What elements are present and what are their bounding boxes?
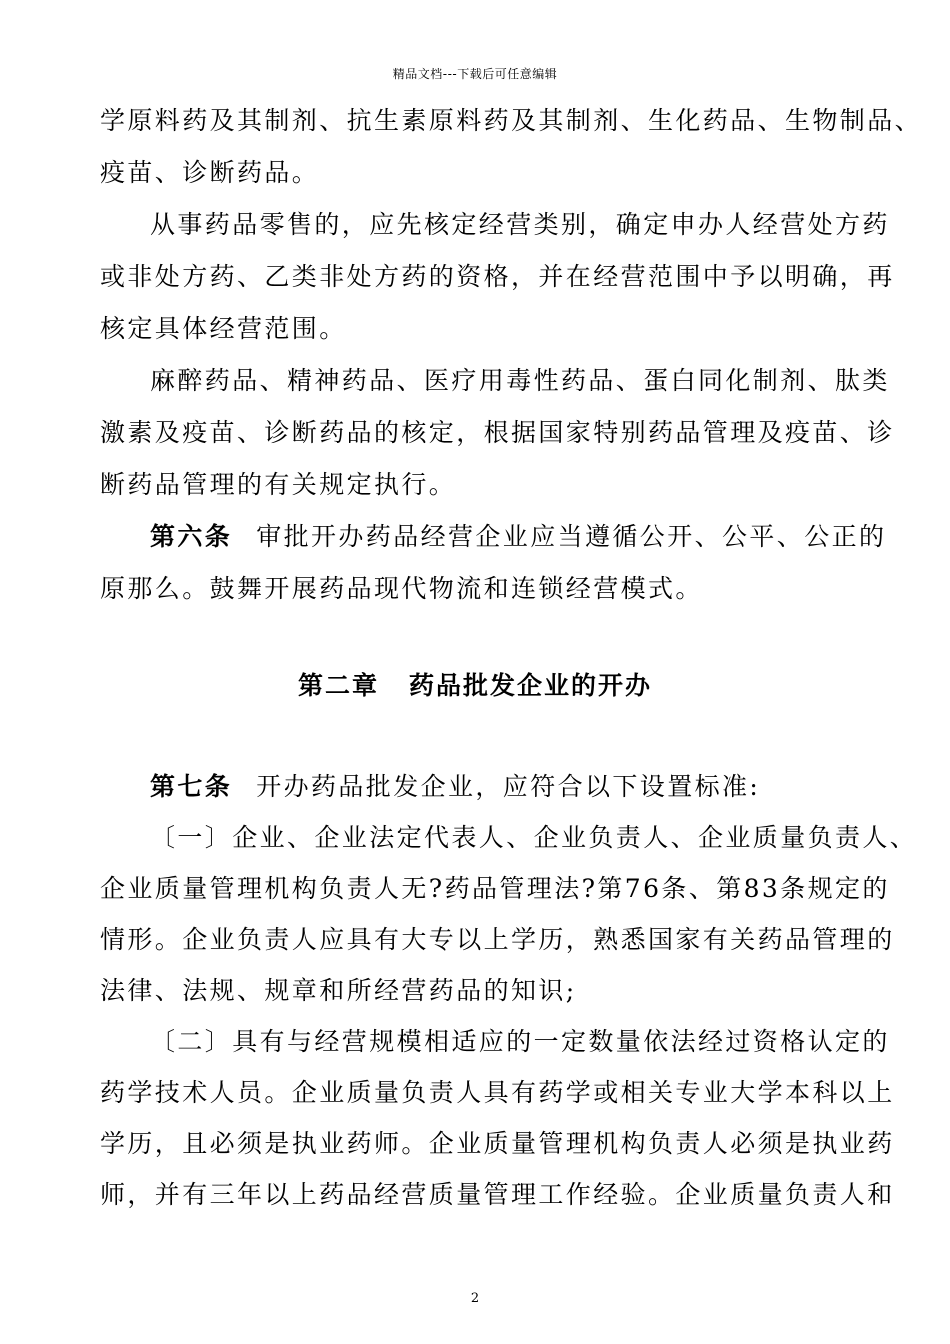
paragraph-line: 疫苗、诊断药品。 <box>100 158 320 187</box>
paragraph-line: 从事药品零售的，应先核定经营类别，确定申办人经营处方药 <box>150 210 890 239</box>
paragraph-line: 〔一〕企业、企业法定代表人、企业负责人、企业质量负责人、 <box>150 823 918 852</box>
paragraph-line: 药学技术人员。企业质量负责人具有药学或相关专业大学本科以上 <box>100 1078 895 1107</box>
paragraph-line: 麻醉药品、精神药品、医疗用毒性药品、蛋白同化制剂、肽类 <box>150 366 890 395</box>
paragraph-line: 核定具体经营范围。 <box>100 314 347 343</box>
paragraph-line: 或非处方药、乙类非处方药的资格，并在经营范围中予以明确，再 <box>100 262 895 291</box>
article-7-text: 开办药品批发企业，应符合以下设置标准: <box>256 772 761 801</box>
chapter-title: 药品批发企业的开办 <box>409 671 653 700</box>
paragraph-line: 原那么。鼓舞开展药品现代物流和连锁经营模式。 <box>100 574 703 603</box>
article-7-label: 第七条 <box>150 772 233 801</box>
page-header: 精品文档---下载后可任意编辑 <box>392 67 558 81</box>
article-6-text: 审批开办药品经营企业应当遵循公开、公平、公正的 <box>256 522 887 551</box>
chapter-number: 第二章 <box>297 671 379 700</box>
paragraph-line: 激素及疫苗、诊断药品的核定，根据国家特别药品管理及疫苗、诊 <box>100 418 895 447</box>
paragraph-line: 法律、法规、规章和所经营药品的知识; <box>100 976 577 1005</box>
paragraph-line: 〔二〕具有与经营规模相适应的一定数量依法经过资格认定的 <box>150 1027 890 1056</box>
article-7-line <box>150 770 860 804</box>
page-number: 2 <box>470 1291 480 1306</box>
paragraph-line: 师，并有三年以上药品经营质量管理工作经验。企业质量负责人和 <box>100 1180 895 1209</box>
article-6-line <box>150 520 887 554</box>
article-6-label: 第六条 <box>150 522 233 551</box>
chapter-heading <box>0 669 950 703</box>
paragraph-line: 学历，且必须是执业药师。企业质量管理机构负责人必须是执业药 <box>100 1129 895 1158</box>
paragraph-line: 企业质量管理机构负责人无?药品管理法?第76条、第83条规定的 <box>100 874 890 903</box>
paragraph-line: 情形。企业负责人应具有大专以上学历，熟悉国家有关药品管理的 <box>100 925 895 954</box>
paragraph-line: 断药品管理的有关规定执行。 <box>100 470 457 499</box>
paragraph-line: 学原料药及其制剂、抗生素原料药及其制剂、生化药品、生物制品、 <box>100 106 923 135</box>
